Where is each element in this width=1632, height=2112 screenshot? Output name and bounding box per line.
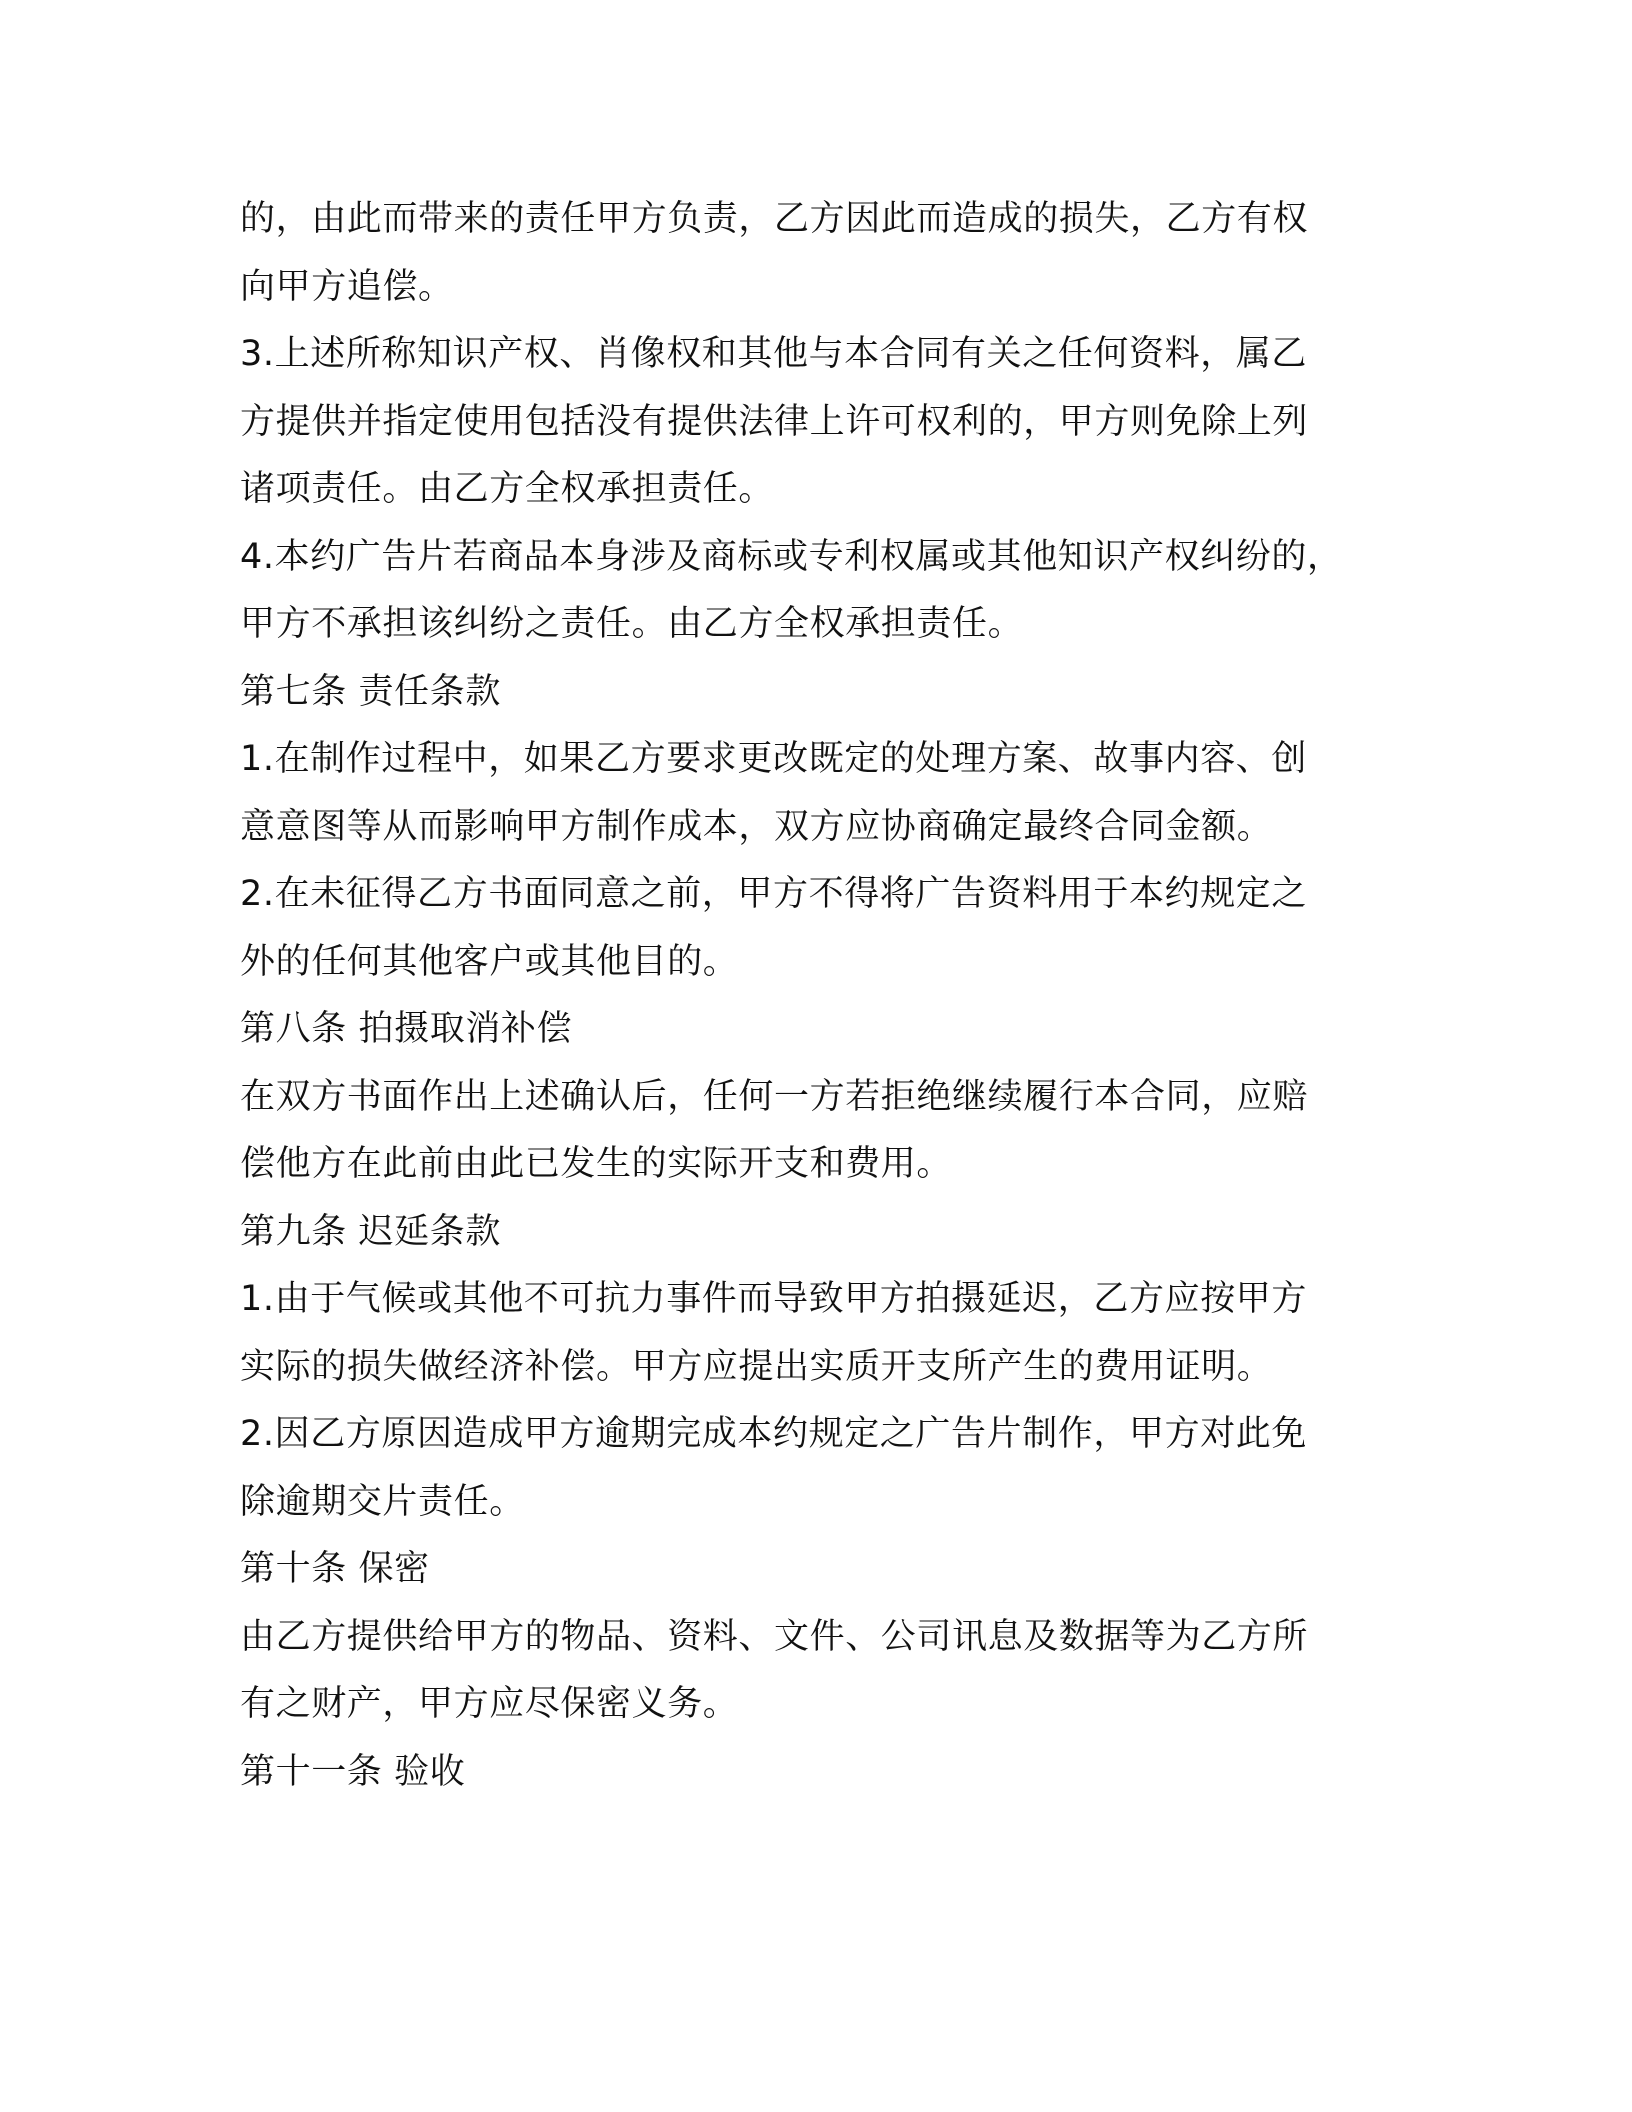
section-heading: 第九条 迟延条款: [240, 1211, 501, 1252]
paragraph-line: 向甲方追偿。: [240, 266, 454, 307]
paragraph-line: 偿他方在此前由此已发生的实际开支和费用。: [240, 1144, 953, 1184]
paragraph-line: 方提供并指定使用包括没有提供法律上许可权利的，甲方则免除上列: [240, 401, 1309, 442]
paragraph-line: 4.本约广告片若商品本身涉及商标或专利权属或其他知识产权纠纷的，: [240, 536, 1343, 577]
paragraph-line: 外的任何其他客户或其他目的。: [240, 941, 739, 982]
paragraph-line: 甲方不承担该纠纷之责任。由乙方全权承担责任。: [240, 604, 1024, 644]
paragraph-line: 实际的损失做经济补偿。甲方应提出实质开支所产生的费用证明。: [240, 1346, 1273, 1387]
paragraph-line: 1.由于气候或其他不可抗力事件而导致甲方拍摄延迟，乙方应按甲方: [240, 1279, 1307, 1319]
paragraph-line: 1.在制作过程中，如果乙方要求更改既定的处理方案、故事内容、创: [240, 739, 1307, 779]
paragraph-line: 2.因乙方原因造成甲方逾期完成本约规定之广告片制作，甲方对此免: [240, 1414, 1307, 1454]
paragraph-line: 2.在未征得乙方书面同意之前，甲方不得将广告资料用于本约规定之: [240, 874, 1307, 914]
section-heading: 第七条 责任条款: [240, 671, 501, 712]
paragraph-line: 诸项责任。由乙方全权承担责任。: [240, 469, 775, 509]
paragraph-line: 意意图等从而影响甲方制作成本，双方应协商确定最终合同金额。: [240, 806, 1273, 847]
paragraph-line: 除逾期交片责任。: [240, 1481, 525, 1522]
paragraph-line: 由乙方提供给甲方的物品、资料、文件、公司讯息及数据等为乙方所: [240, 1616, 1309, 1657]
paragraph-line: 有之财产，甲方应尽保密义务。: [240, 1684, 739, 1724]
paragraph-line: 的，由此而带来的责任甲方负责，乙方因此而造成的损失，乙方有权: [240, 199, 1309, 239]
document-body: [240, 186, 1400, 1806]
paragraph-line: 在双方书面作出上述确认后，任何一方若拒绝继续履行本合同，应赔: [240, 1076, 1309, 1117]
section-heading: 第十一条 验收: [240, 1751, 466, 1792]
section-heading: 第八条 拍摄取消补偿: [240, 1009, 573, 1049]
section-heading: 第十条 保密: [240, 1549, 430, 1589]
paragraph-line: 3.上述所称知识产权、肖像权和其他与本合同有关之任何资料，属乙: [240, 334, 1307, 374]
